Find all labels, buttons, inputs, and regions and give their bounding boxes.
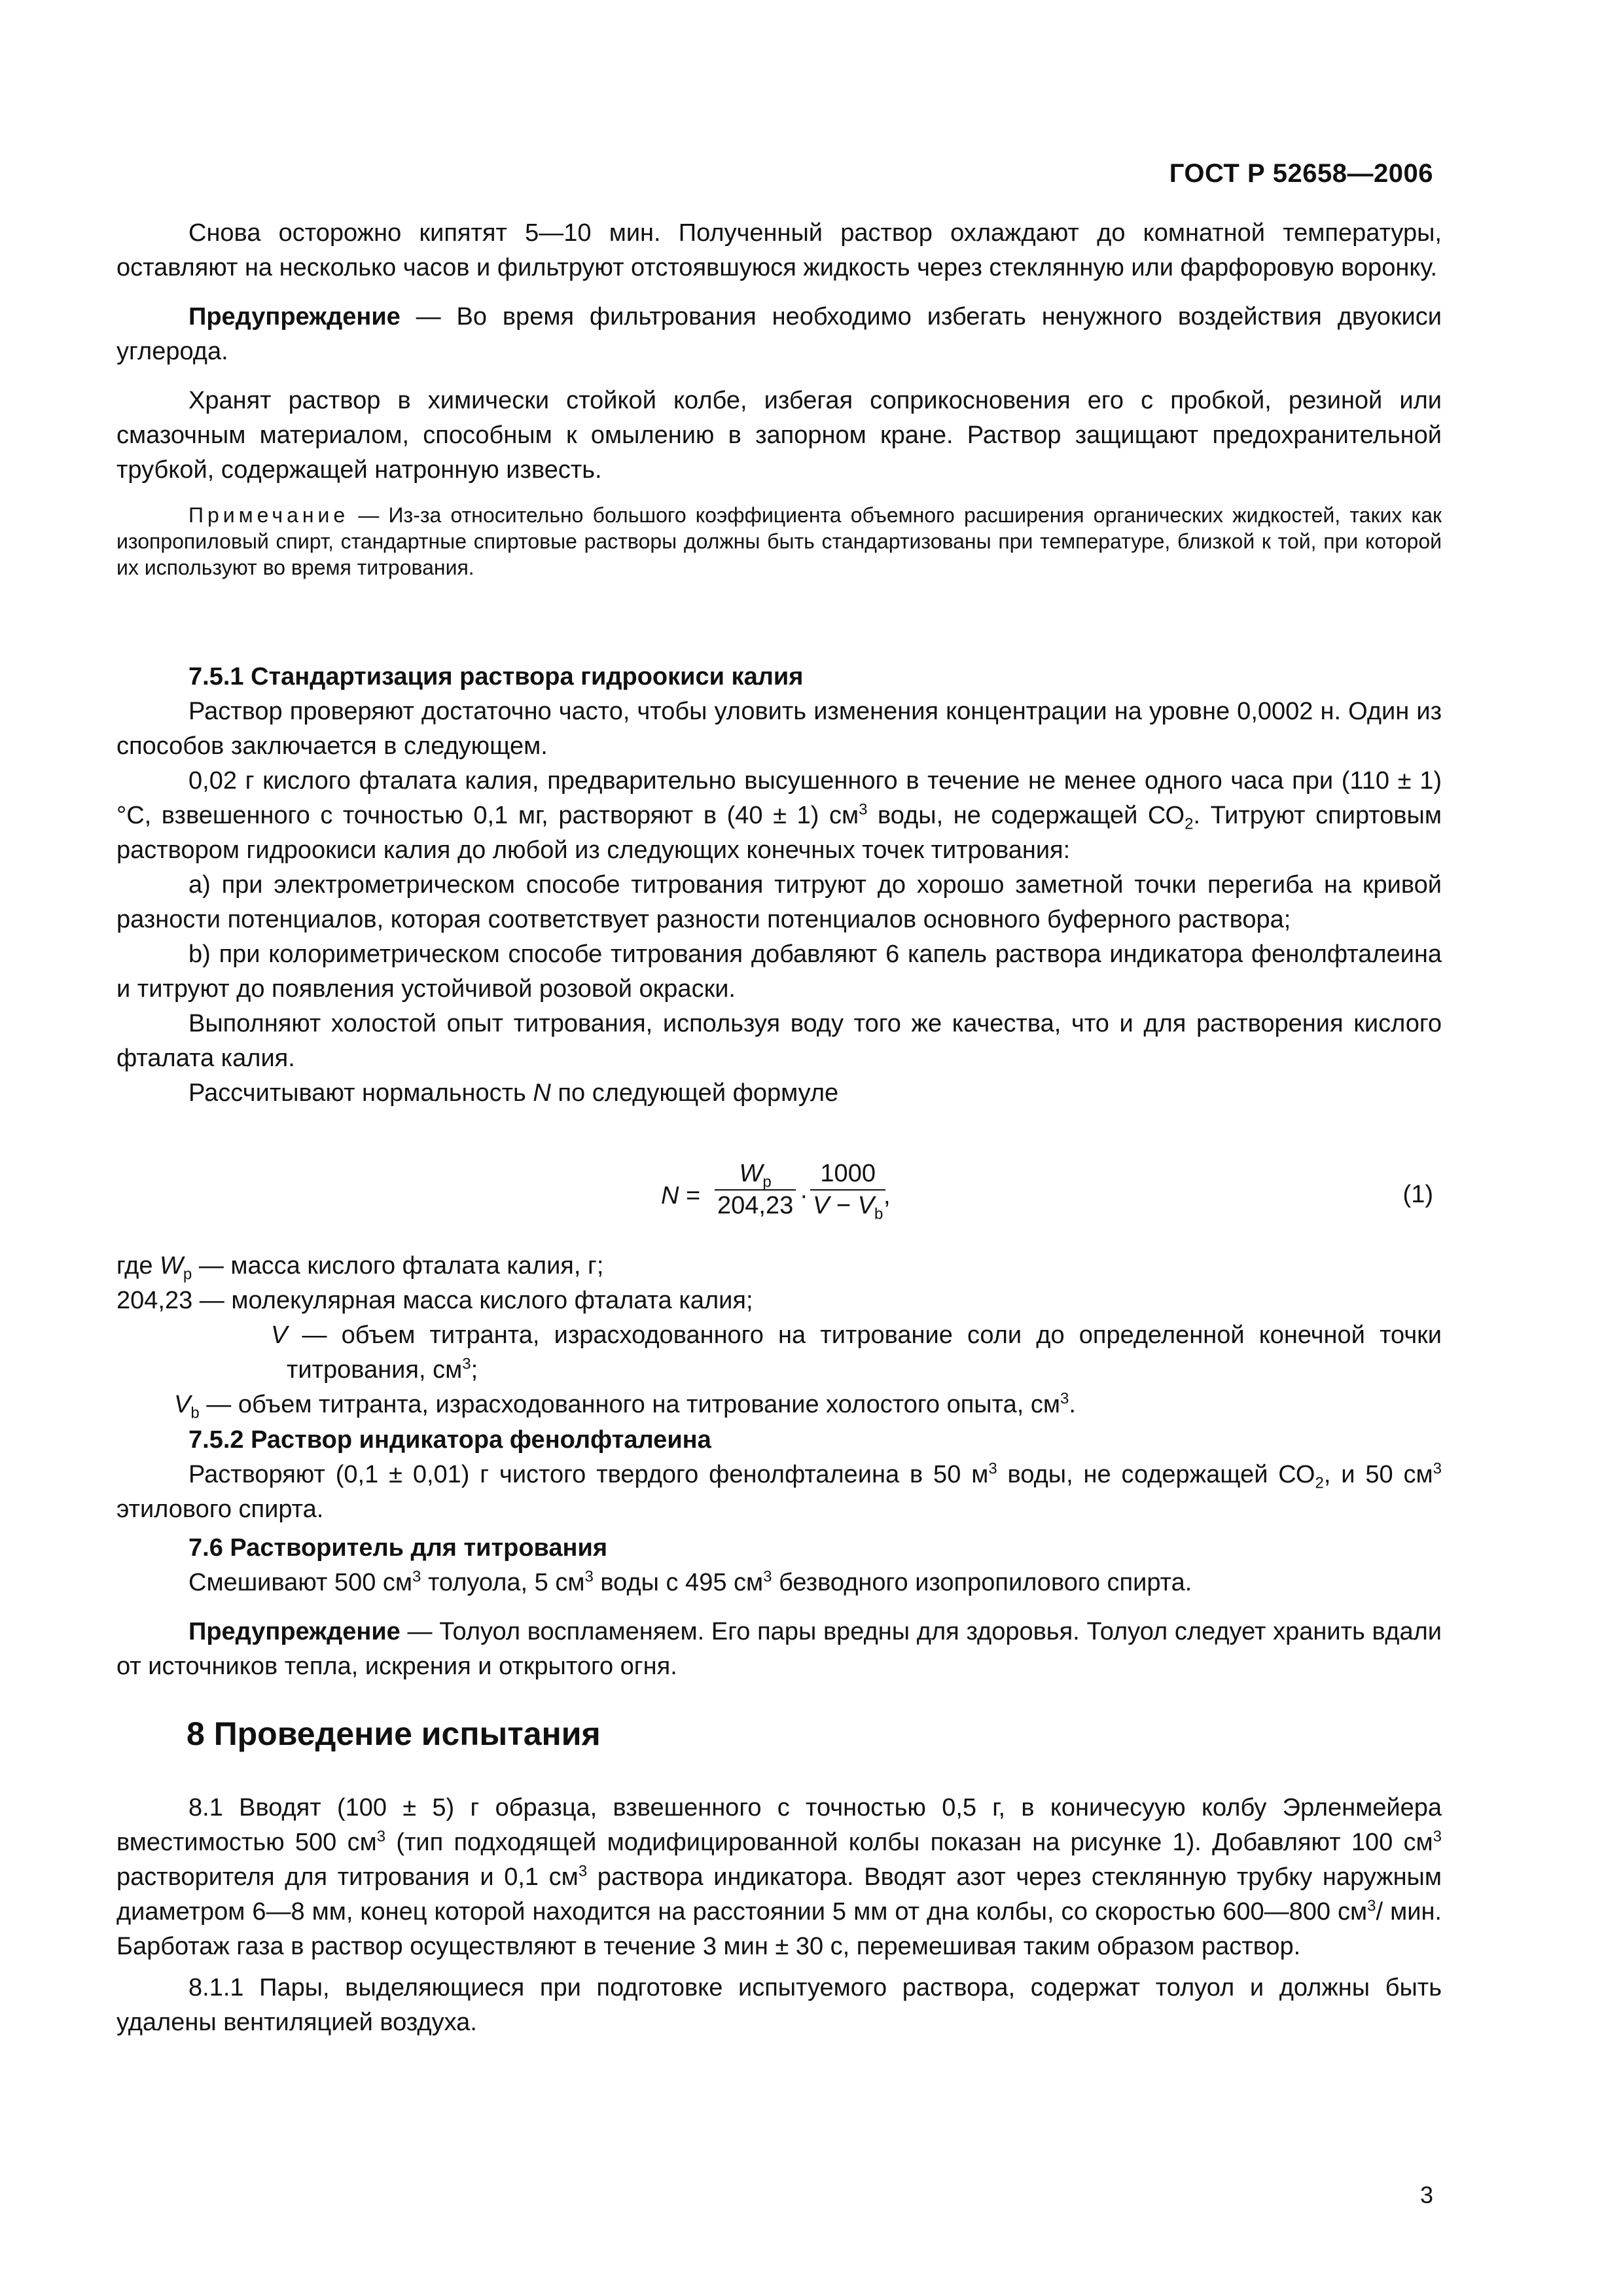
definition-text: — объем титранта, израсходованного на титрование холостого опыта, см <box>199 1391 1060 1418</box>
superscript: 3 <box>988 1460 997 1478</box>
definition-vb <box>116 1388 1442 1422</box>
warning-toluene <box>116 1615 1442 1684</box>
text-run: раствора индикатора. Вводят азот через стеклянную трубку наружным диаметром 6—8 мм, конец которой находится на расстоянии 5 мм от дна колбы, со скоростью 600—800 см <box>116 1863 1442 1926</box>
note-label: Примечание <box>188 503 349 527</box>
text-run: воды с 495 см <box>593 1569 764 1596</box>
warning-label: Предупреждение <box>188 303 401 331</box>
fraction-bar <box>810 1189 885 1191</box>
section-heading: 7.5.2 Раствор индикатора фенолфталеина <box>188 1426 711 1454</box>
multiply-dot: · <box>800 1182 808 1210</box>
text-run: (тип подходящей модифицированной колбы показан на рисунке 1). Добавляют 100 см <box>385 1829 1433 1856</box>
definition-text: — масса кислого фталата калия, г; <box>192 1252 604 1280</box>
minus-sign: − <box>829 1192 858 1219</box>
text-run: 0,02 г кислого фталата калия, предварительно высушенного в течение не менее одного часа при (110 ± 1) °С, взвешенного с точностью 0,1 мг, растворяют в (40 ± 1) см <box>116 767 1442 829</box>
variable: V <box>271 1321 288 1349</box>
text-run: 8.1 Вводят (100 ± 5) г образца, взвешенного с точностью 0,5 г, в коничесуую колбу Эрленмейера вместимостью 500 см <box>116 1794 1442 1856</box>
comma: , <box>883 1182 891 1210</box>
text-run: . Титруют спиртовым раствором гидроокиси калия до любой из следующих конечных точек титрования: <box>116 802 1442 864</box>
section-heading-8: 8 Проведение испытания <box>187 1715 601 1752</box>
paragraph-storage: Хранят раствор в химически стойкой колбе, избегая соприкосновения его с пробкой, резиной или смазочным материалом, способным к омылению в запорном кране. Раствор защищают предохранительной трубкой, содержащей натронную известь. <box>116 387 1442 484</box>
subscript: b <box>874 1205 883 1223</box>
denominator: 204,23 <box>717 1192 794 1219</box>
paragraph-8-1 <box>116 1791 1442 1964</box>
text-run: Рассчитывают нормальность <box>188 1079 533 1107</box>
variable: V <box>813 1192 830 1219</box>
superscript: 3 <box>584 1568 594 1586</box>
punctuation: ; <box>471 1356 478 1384</box>
section-8 <box>116 1791 1442 2040</box>
paragraph: Раствор проверяют достаточно часто, чтобы уловить изменения концентрации на уровне 0,0002 н. Один из способов заключается в следующем. <box>116 698 1442 760</box>
numerator <box>715 1160 796 1191</box>
definition-molar-mass <box>116 1283 1442 1318</box>
warning-text: — Толуол воспламеняем. Его пары вредны для здоровья. Толуол следует хранить вдали от источников тепла, искрения и открытого огня. <box>116 1618 1442 1680</box>
text-run: безводного изопропилового спирта. <box>772 1569 1192 1596</box>
section-heading: 7.5.1 Стандартизация раствора гидроокиси калия <box>188 663 804 691</box>
subscript: p <box>762 1173 772 1191</box>
paragraph-blank: Выполняют холостой опыт титрования, используя воду того же качества, что и для растворения кислого фталата калия. <box>116 1010 1442 1072</box>
superscript: 3 <box>859 800 868 819</box>
document-code: ГОСТ Р 52658—2006 <box>1169 159 1433 188</box>
list-item-b: b) при колориметрическом способе титрования добавляют 6 капель раствора индикатора фенолфталеина и титруют до появления устойчивой розовой окраски. <box>116 941 1442 1003</box>
section-7-5-1 <box>116 660 1442 1111</box>
variable-definitions <box>116 1249 1442 1422</box>
definition-wp <box>116 1249 1442 1283</box>
note-block <box>116 502 1442 581</box>
definition-text: — молекулярная масса кислого фталата калия; <box>192 1287 753 1314</box>
intro-block <box>116 216 1442 581</box>
variable: V <box>857 1192 875 1219</box>
superscript: 3 <box>1367 1897 1376 1915</box>
paragraph-solvent <box>116 1566 1442 1600</box>
variable: W <box>739 1160 763 1187</box>
warning-text: — Во время фильтрования необходимо избегать ненужного воздействия двуокиси углерода. <box>116 303 1442 365</box>
variable: W <box>160 1252 183 1280</box>
definition-text: — объем титранта, израсходованного на титрование соли до определенной конечной точки титрования, см <box>287 1321 1442 1384</box>
formula-lhs <box>661 1182 700 1210</box>
text-run: толуола, 5 см <box>421 1569 585 1596</box>
fraction-bar <box>715 1189 796 1191</box>
text-run: воды, не содержащей СО <box>867 802 1185 829</box>
list-item-a: а) при электрометрическом способе титрования титруют до хорошо заметной точки перегиба на кривой разности потенциалов, которая соответствует разности потенциалов основного буферного раствора; <box>116 871 1442 933</box>
variable: V <box>174 1391 191 1418</box>
formula-number: (1) <box>1402 1181 1433 1208</box>
superscript: 3 <box>1433 1460 1442 1478</box>
page-number: 3 <box>1419 2181 1433 2208</box>
definition-v <box>116 1318 1442 1388</box>
paragraph-indicator <box>116 1458 1442 1527</box>
section-heading-7-6: 7.6 Растворитель для титрования <box>188 1534 608 1562</box>
text-run: Смешивают 500 см <box>188 1569 413 1596</box>
text-run: по следующей формуле <box>550 1079 839 1107</box>
superscript: 3 <box>763 1568 772 1586</box>
text-run: воды, не содержащей СО <box>997 1461 1315 1488</box>
note-text: — Из-за относительно большого коэффициента объемного расширения органических жидкостей, таких как изопропиловый спирт, стандартные спиртовые растворы должны быть стандартизованы при температуре, близкой к той, при которой их используют во время титрования. <box>116 503 1442 579</box>
where-word: где <box>116 1252 153 1280</box>
text-run: , и 50 см <box>1323 1461 1433 1488</box>
variable: N <box>533 1079 551 1107</box>
superscript: 3 <box>578 1862 588 1880</box>
numerator: 1000 <box>820 1160 876 1187</box>
superscript: 3 <box>376 1827 386 1846</box>
text-run: растворителя для титрования и 0,1 см <box>116 1863 579 1891</box>
symbol: 204,23 <box>116 1287 193 1314</box>
variable: N <box>661 1182 679 1210</box>
text-run: Растворяют (0,1 ± 0,01) г чистого твердого фенолфталеина в 50 м <box>188 1461 989 1488</box>
paragraph-sample-prep <box>116 764 1442 868</box>
equals-sign: = <box>686 1182 701 1210</box>
fraction-volume <box>810 1160 885 1223</box>
punctuation: . <box>1069 1391 1076 1418</box>
fraction-mass <box>715 1160 796 1220</box>
superscript: 3 <box>462 1355 471 1373</box>
text-run: этилового спирта. <box>116 1496 324 1523</box>
subscript: 2 <box>1315 1474 1324 1492</box>
formula-normality <box>661 1160 890 1251</box>
text-run: / мин. Барботаж газа в раствор осуществляют в течение 3 мин ± 30 с, перемешивая таким образом раствор. <box>116 1898 1442 1960</box>
warning-label: Предупреждение <box>188 1618 401 1645</box>
superscript: 3 <box>1433 1827 1442 1846</box>
superscript: 3 <box>412 1568 421 1586</box>
subscript: b <box>190 1404 200 1422</box>
paragraph-boil: Снова осторожно кипятят 5—10 мин. Полученный раствор охлаждают до комнатной температуры, оставляют на несколько часов и фильтруют отстоявшуюся жидкость через стеклянную или фарфоровую воронку. <box>116 219 1442 281</box>
subscript: p <box>183 1265 192 1283</box>
warning-filtering <box>116 300 1442 369</box>
superscript: 3 <box>1060 1390 1069 1408</box>
paragraph-formula-intro <box>116 1076 1442 1111</box>
paragraph-8-1-1: 8.1.1 Пары, выделяющиеся при подготовке испытуемого раствора, содержат толуол и должны быть удалены вентиляцией воздуха. <box>116 1974 1442 2036</box>
subscript: 2 <box>1185 815 1194 833</box>
section-7-5-2 <box>116 1423 1442 1684</box>
denominator <box>810 1192 885 1223</box>
